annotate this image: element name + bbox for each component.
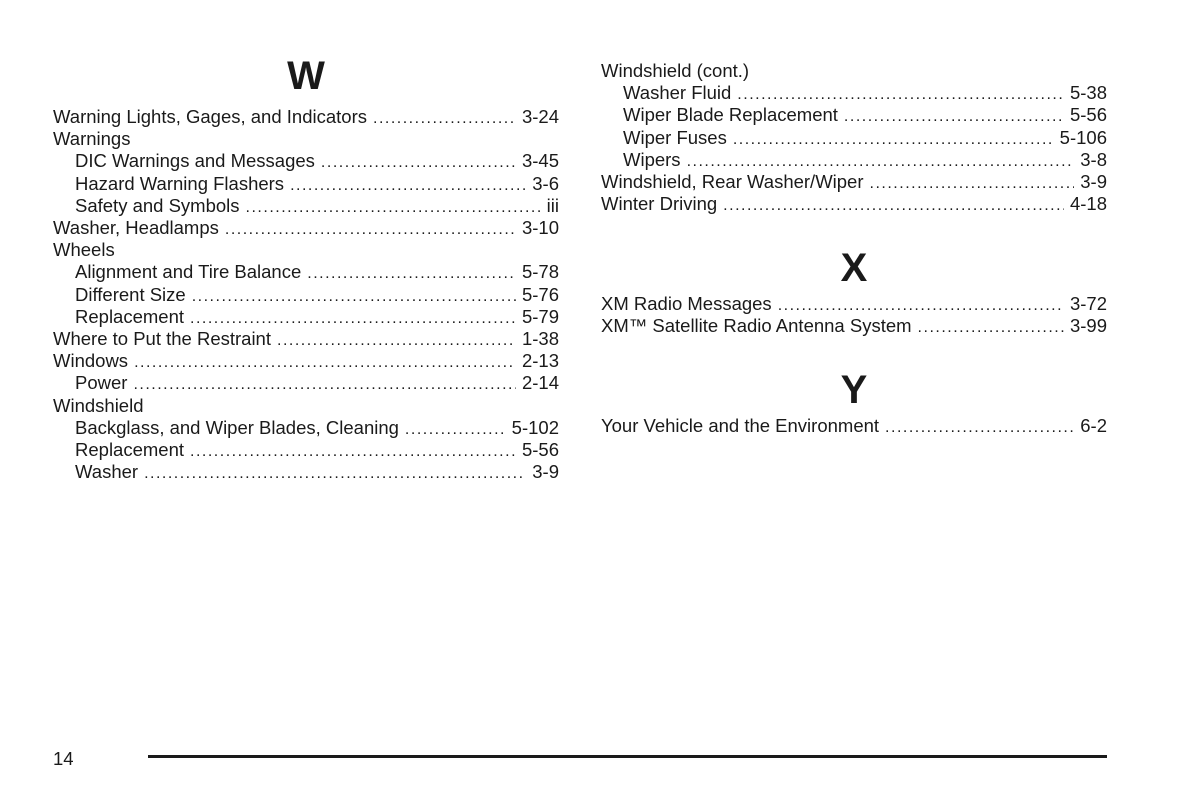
index-entry (75, 195, 559, 217)
dot-leader (870, 173, 1075, 195)
index-entry-page: 3-24 (521, 106, 559, 127)
index-entry-page: 2-13 (521, 350, 559, 372)
index-entry-page: 3-45 (521, 150, 559, 172)
dot-leader (307, 263, 516, 285)
dot-leader (290, 175, 526, 197)
dot-leader (405, 419, 506, 441)
index-entry-page: iii (546, 194, 559, 216)
index-entry-label: Wheels (53, 239, 115, 261)
index-entry-label: Windshield (cont.) (601, 60, 750, 81)
index-entry-label: Washer, Headlamps (53, 217, 219, 238)
index-entry-label: Your Vehicle and the Environment (601, 415, 880, 436)
index-entry-page: 4-18 (1069, 193, 1107, 215)
section-letter-x: X (840, 246, 868, 290)
index-entry-page: 3-99 (1069, 315, 1107, 337)
index-entry (75, 417, 559, 439)
dot-leader (134, 352, 516, 374)
dot-leader (373, 108, 516, 130)
section-letter-y: Y (840, 368, 868, 412)
index-entry (623, 104, 1107, 126)
index-entry-label: Hazard Warning Flashers (75, 172, 285, 194)
index-entry (75, 372, 559, 394)
index-entry-label: Alignment and Tire Balance (75, 261, 302, 283)
index-entry-label: Winter Driving (601, 193, 718, 215)
index-entry (601, 293, 1107, 315)
dot-leader (778, 295, 1064, 317)
index-entry (75, 261, 559, 283)
dot-leader (885, 417, 1074, 439)
index-entry (75, 150, 559, 172)
dot-leader (225, 219, 516, 241)
dot-leader (192, 286, 516, 308)
index-entry (53, 328, 559, 350)
index-entry (75, 439, 559, 461)
section-letter-w: W (287, 54, 325, 98)
dot-leader (737, 84, 1064, 106)
index-entry-page: 5-79 (521, 305, 559, 327)
index-entry-page: 3-9 (1080, 171, 1107, 192)
index-entry (601, 315, 1107, 337)
index-entry-page: 3-10 (521, 217, 559, 238)
index-entry-label: DIC Warnings and Messages (75, 150, 315, 172)
index-entry-label: Different Size (75, 283, 186, 305)
index-entry-label: Windows (53, 350, 129, 372)
dot-leader (190, 441, 516, 463)
index-entry-page: 1-38 (521, 328, 559, 349)
dot-leader (918, 317, 1064, 339)
index-entry-page: 3-72 (1069, 293, 1107, 314)
index-entry-label: XM Radio Messages (601, 293, 772, 314)
dot-leader (687, 151, 1075, 173)
index-entry (53, 239, 559, 261)
dot-leader (321, 152, 516, 174)
index-entry-label: Windshield (53, 394, 144, 416)
index-entry (601, 171, 1107, 193)
index-entry-label: Power (75, 372, 128, 394)
index-entry-page: 5-106 (1059, 126, 1107, 148)
dot-leader (133, 374, 516, 396)
index-entry-page: 5-38 (1069, 82, 1107, 104)
dot-leader (733, 129, 1054, 151)
index-entry-label: Wipers (623, 148, 681, 170)
index-entry-label: Wiper Fuses (623, 126, 727, 148)
index-entry-page: 5-56 (521, 439, 559, 460)
index-entry (623, 82, 1107, 104)
index-entry-label: XM™ Satellite Radio Antenna System (601, 315, 912, 337)
index-entry-label: Warnings (53, 128, 131, 150)
index-entry-page: 5-76 (521, 283, 559, 305)
index-entry (53, 350, 559, 372)
index-entry-label: Wiper Blade Replacement (623, 104, 838, 126)
index-entry-label: Replacement (75, 439, 185, 460)
index-entry-label: Washer (75, 461, 139, 483)
dot-leader (246, 197, 541, 219)
index-entry-page: 6-2 (1080, 415, 1107, 436)
index-entry (75, 461, 559, 483)
index-entry (53, 106, 559, 128)
index-entry-label: Replacement (75, 305, 185, 327)
index-entry-label: Where to Put the Restraint (53, 328, 271, 349)
index-entry-page: 3-9 (532, 461, 559, 483)
index-entry (601, 193, 1107, 215)
dot-leader (723, 195, 1064, 217)
index-entry-label: Safety and Symbols (75, 194, 240, 216)
dot-leader (277, 330, 516, 352)
index-entry-page: 5-56 (1069, 104, 1107, 126)
index-entry (53, 128, 559, 150)
index-entry-label: Washer Fluid (623, 82, 732, 104)
dot-leader (190, 308, 516, 330)
index-entry (75, 306, 559, 328)
dot-leader (844, 106, 1064, 128)
index-entry (601, 60, 1107, 82)
index-entry-label: Windshield, Rear Washer/Wiper (601, 171, 864, 192)
index-entry (623, 149, 1107, 171)
index-entry-page: 5-78 (521, 261, 559, 283)
index-entry-label: Warning Lights, Gages, and Indicators (53, 106, 367, 127)
index-entry-label: Backglass, and Wiper Blades, Cleaning (75, 416, 399, 438)
index-entry-page: 3-6 (532, 172, 559, 194)
index-entry (75, 284, 559, 306)
index-entry (75, 173, 559, 195)
index-entry (623, 127, 1107, 149)
footer-rule (148, 755, 1107, 758)
dot-leader (144, 463, 526, 485)
index-entry-page: 5-102 (511, 416, 559, 438)
index-entry (53, 217, 559, 239)
index-entry-page: 2-14 (521, 372, 559, 394)
index-entry-page: 3-8 (1080, 148, 1107, 170)
index-entry (601, 415, 1107, 437)
page-number: 14 (53, 748, 74, 769)
index-entry (53, 395, 559, 417)
